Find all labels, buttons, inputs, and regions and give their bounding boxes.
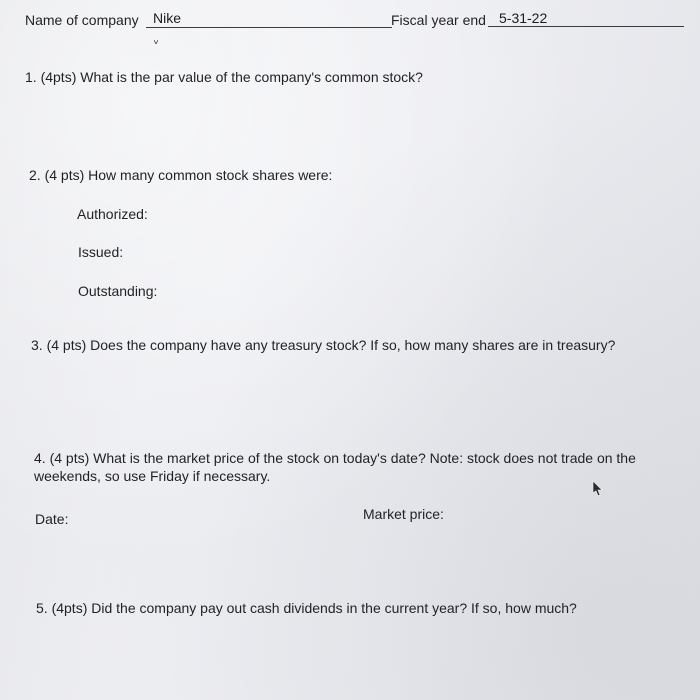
mouse-pointer-icon xyxy=(590,480,604,496)
fiscal-year-end-label: Fiscal year end xyxy=(391,12,486,28)
company-name-underline xyxy=(146,27,392,28)
question-4: 4. (4 pts) What is the market price of the stock on today's date? Note: stock does not trade on the weekends, so use Friday if necessary. xyxy=(34,450,636,484)
question-4-date-label: Date: xyxy=(35,511,69,527)
pen-mark xyxy=(154,40,158,44)
fiscal-year-end-underline xyxy=(488,26,684,27)
fiscal-year-end-value[interactable]: 5-31-22 xyxy=(499,10,548,26)
question-2-authorized-label: Authorized: xyxy=(77,206,148,222)
question-2-outstanding-label: Outstanding: xyxy=(78,283,158,299)
question-5: 5. (4pts) Did the company pay out cash dividends in the current year? If so, how much? xyxy=(36,600,577,616)
question-3: 3. (4 pts) Does the company have any treasury stock? If so, how many shares are in treasury? xyxy=(31,337,616,353)
question-4-market-price-label: Market price: xyxy=(363,506,444,522)
question-2: 2. (4 pts) How many common stock shares were: xyxy=(29,167,333,183)
company-name-value[interactable]: Nike xyxy=(153,10,182,26)
question-2-issued-label: Issued: xyxy=(78,244,124,260)
question-1: 1. (4pts) What is the par value of the company's common stock? xyxy=(25,69,423,85)
company-name-label: Name of company xyxy=(25,12,139,28)
